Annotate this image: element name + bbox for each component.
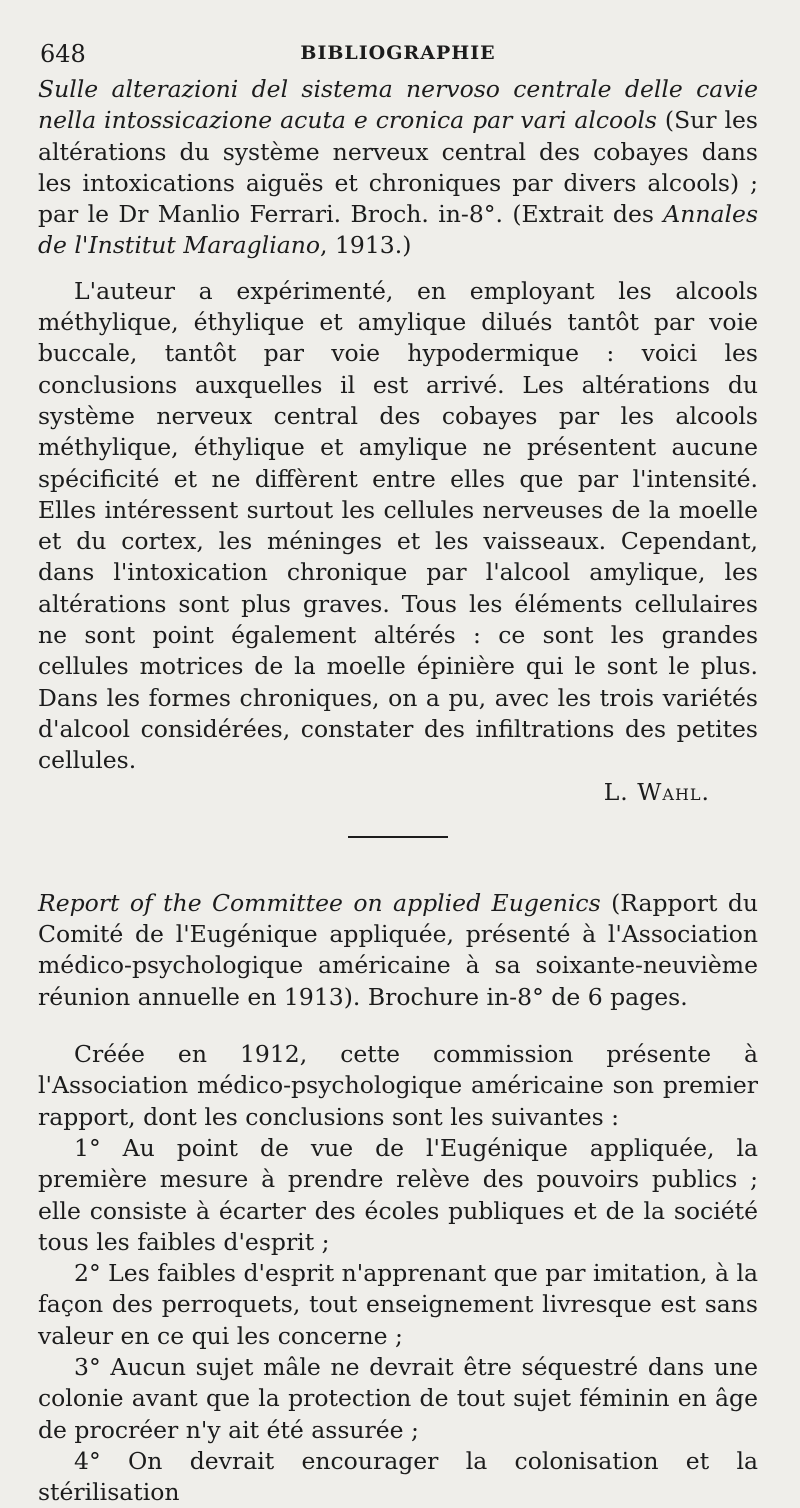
entry-title: Sulle alterazioni del sistema nervoso centrale delle cavie nella intossicazione acuta e cronica par vari alcools <box>38 75 758 135</box>
entry-citation <box>38 74 758 262</box>
bibliography-entry-eugenics <box>38 888 758 1508</box>
entry-signature: L. Wahl. <box>603 777 710 806</box>
entry-citation-text: (Rapport du Comité de l'Eugénique appliquée, présenté à l'Association médico-psychologique américaine à sa soixante-neuvième réunion annuelle en 1913). Brochure in-8° de 6 pages. <box>38 888 758 1011</box>
list-item: 3° Aucun sujet mâle ne devrait être séquestré dans une colonie avant que la protection de tout sujet féminin en âge de procréer n'y ait été assurée ; <box>38 1352 758 1444</box>
page-number: 648 <box>40 40 86 68</box>
entry-citation <box>38 888 758 1013</box>
bibliography-entry-ferrari <box>38 74 758 808</box>
entry-title: Report of the Committee on applied Eugenics <box>38 888 601 917</box>
entry-citation-text: (Sur les altérations du système nerveux central des cobayes dans les intoxications aiguës et chroniques par divers alcools) ; par le Dr Manlio Ferrari. Broch. in-8°. (Extrait des <box>38 106 758 229</box>
running-title: BIBLIOGRAPHIE <box>300 42 496 64</box>
entry-citation-end: , 1913.) <box>320 231 412 260</box>
page-header <box>38 30 758 74</box>
list-item: 4° On devrait encourager la colonisation et la stérilisation <box>38 1446 758 1507</box>
entry-body: L'auteur a expérimenté, en employant les alcools méthylique, éthylique et amylique dilués tantôt par voie buccale, tantôt par voie hypodermique : voici les conclusions auxquelles il est arrivé. Les altérations du système nerveux central des cobayes par les alcools méthylique, éthylique et amylique ne présentent aucune spécificité et ne diffèrent entre elles que par l'intensité. Elles intéressent surtout les cellules nerveuses de la moelle et du cortex, les méninges et les vaisseaux. Cependant, dans l'intoxication chronique par l'alcool amylique, les altérations sont plus graves. Tous les éléments cellulaires ne sont point également altérés : ce sont les grandes cellules motrices de la moelle épinière qui le sont le plus. Dans les formes chroniques, on a pu, avec les trois variétés d'alcool considérées, constater des infiltrations des petites cellules. <box>38 276 758 775</box>
list-item: 1° Au point de vue de l'Eugénique appliquée, la première mesure à prendre relève des pouvoirs publics ; elle consiste à écarter des écoles publiques et de la société tous les faibles d'esprit ; <box>38 1133 758 1256</box>
section-divider <box>348 836 448 838</box>
list-item: 2° Les faibles d'esprit n'apprenant que par imitation, à la façon des perroquets, tout enseignement livresque est sans valeur en ce qui les concerne ; <box>38 1259 758 1350</box>
entry-intro: Créée en 1912, cette commission présente à l'Association médico-psychologique américaine son premier rapport, dont les conclusions sont les suivantes : <box>38 1040 758 1131</box>
entry-source: Annales de l'Institut Maragliano <box>38 200 758 260</box>
